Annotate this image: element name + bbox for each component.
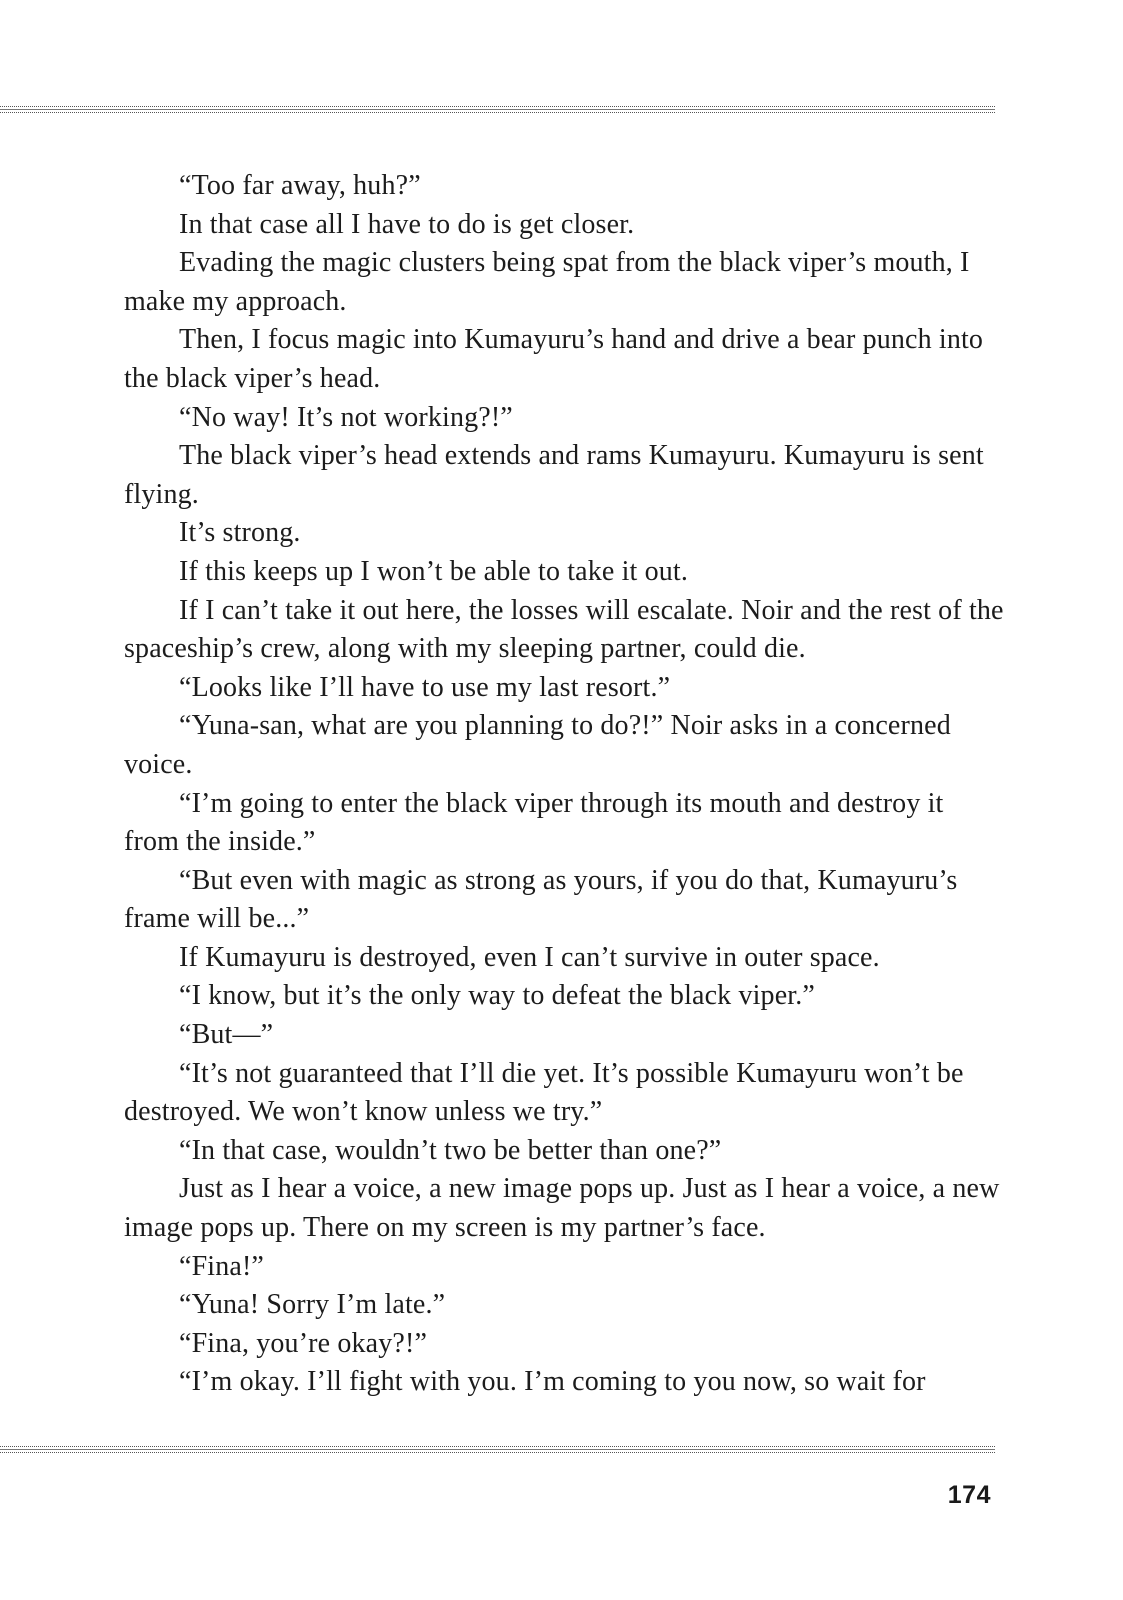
- paragraph-10: “Looks like I’ll have to use my last resort.”: [179, 671, 671, 703]
- paragraph-22: “Fina, you’re okay?!”: [179, 1327, 428, 1359]
- paragraph-23: “I’m okay. I’ll fight with you. I’m coming to you now, so wait for: [179, 1366, 926, 1398]
- page-body: [124, 167, 1004, 1402]
- top-divider: [0, 106, 995, 114]
- paragraph-13: “But even with magic as strong as yours, if you do that, Kumayuru’s frame will be...”: [124, 864, 958, 935]
- paragraph-12: “I’m going to enter the black viper through its mouth and destroy it from the inside.”: [124, 787, 944, 858]
- bottom-divider: [0, 1446, 995, 1454]
- paragraph-16: “But—”: [179, 1019, 274, 1051]
- page-number: 174: [947, 1481, 991, 1509]
- paragraph-11: “Yuna-san, what are you planning to do?!” Noir asks in a concerned voice.: [124, 710, 951, 780]
- paragraph-3: Evading the magic clusters being spat from the black viper’s mouth, I make my approach.: [124, 247, 970, 317]
- paragraph-4: Then, I focus magic into Kumayuru’s hand and drive a bear punch into the black viper’s head.: [124, 324, 984, 394]
- paragraph-14: If Kumayuru is destroyed, even I can’t survive in outer space.: [179, 941, 880, 973]
- paragraph-8: If this keeps up I won’t be able to take it out.: [179, 555, 689, 587]
- paragraph-7: It’s strong.: [179, 517, 301, 549]
- paragraph-2: In that case all I have to do is get closer.: [179, 208, 635, 240]
- paragraph-20: “Fina!”: [179, 1250, 265, 1282]
- paragraph-15: “I know, but it’s the only way to defeat the black viper.”: [179, 980, 815, 1012]
- paragraph-9: If I can’t take it out here, the losses will escalate. Noir and the rest of the spaceship’s crew, along with my sleeping partner, could die.: [124, 594, 1004, 665]
- paragraph-19: Just as I hear a voice, a new image pops up. Just as I hear a voice, a new image pops up. There on my screen is my partner’s face.: [124, 1173, 1000, 1244]
- paragraph-6: The black viper’s head extends and rams Kumayuru. Kumayuru is sent flying.: [124, 440, 984, 510]
- paragraph-1: “Too far away, huh?”: [179, 170, 421, 201]
- paragraph-5: “No way! It’s not working?!”: [179, 401, 513, 433]
- paragraph-17: “It’s not guaranteed that I’ll die yet. It’s possible Kumayuru won’t be destroyed. We won’t know unless we try.”: [124, 1057, 964, 1128]
- paragraph-18: “In that case, wouldn’t two be better than one?”: [179, 1134, 722, 1166]
- paragraph-21: “Yuna! Sorry I’m late.”: [179, 1289, 446, 1321]
